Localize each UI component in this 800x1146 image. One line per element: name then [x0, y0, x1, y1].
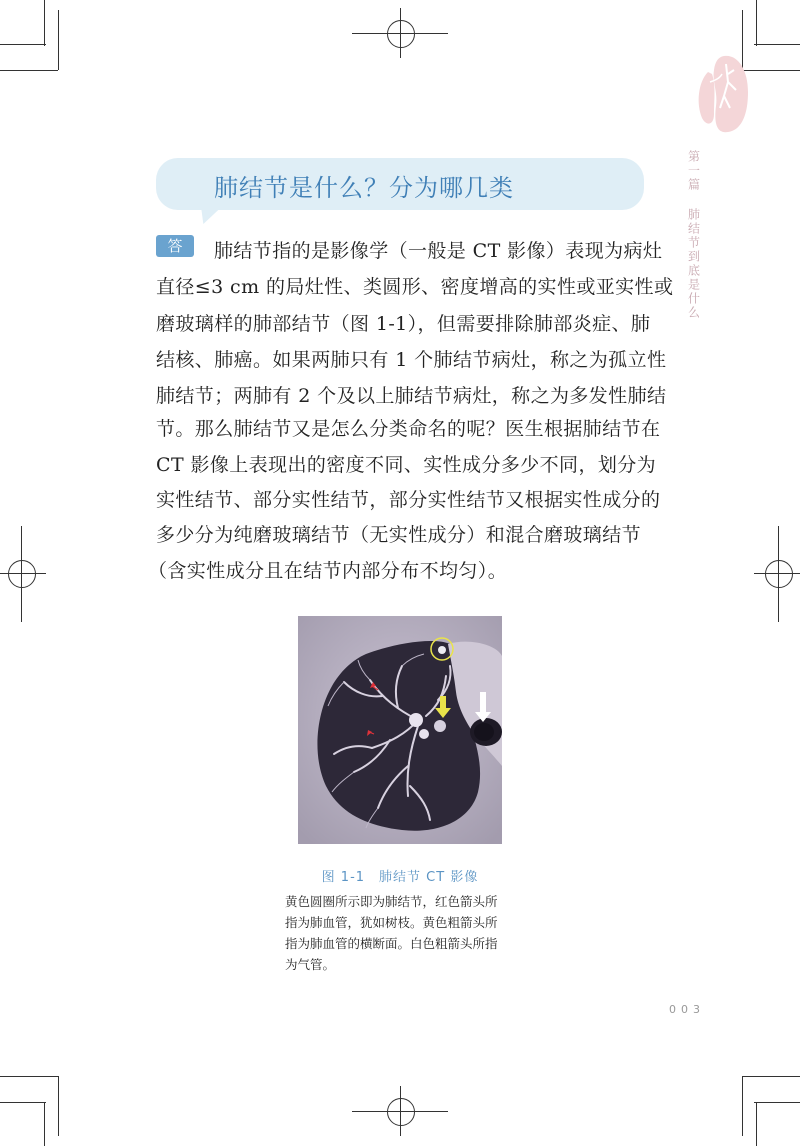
crop-mark [742, 1076, 800, 1077]
crop-mark [0, 1076, 58, 1077]
answer-badge: 答 [156, 235, 194, 257]
crop-mark [742, 70, 800, 71]
body-line: 肺结节；两肺有 2 个及以上肺结节病灶，称之为多发性肺结 [156, 385, 667, 407]
sidebar-chapter-label [683, 150, 703, 320]
figure-note-line: 指为肺血管，犹如树枝。黄色粗箭头所 [285, 915, 498, 930]
body-line: 结核、肺癌。如果两肺只有 1 个肺结节病灶，称之为孤立性 [156, 349, 667, 371]
crop-mark [44, 1102, 45, 1146]
body-line: 实性结节、部分实性结节，部分实性结节又根据实性成分的 [156, 489, 661, 511]
body-line: 磨玻璃样的肺部结节（图 1-1），但需要排除肺部炎症、肺 [156, 313, 651, 335]
figure-caption: 图 1-1 肺结节 CT 影像 [321, 870, 479, 885]
crop-mark [756, 1102, 757, 1146]
lung-decoration-icon [694, 52, 750, 138]
body-line: 肺结节指的是影像学（一般是 CT 影像）表现为病灶 [214, 240, 663, 262]
page-number: 003 [669, 1003, 705, 1016]
crop-mark [742, 1076, 743, 1136]
crop-mark [0, 70, 58, 71]
figure-note-line: 为气管。 [285, 957, 336, 972]
body-line: 多少分为纯磨玻璃结节（无实性成分）和混合磨玻璃结节 [156, 524, 642, 546]
figure-note-line: 黄色圆圈所示即为肺结节，红色箭头所 [285, 894, 498, 909]
body-line: CT 影像上表现出的密度不同、实性成分多少不同，划分为 [156, 454, 657, 476]
body-line: 节。那么肺结节又是怎么分类命名的呢？医生根据肺结节在 [156, 418, 661, 440]
figure-note-line: 指为肺血管的横断面。白色粗箭头所指 [285, 936, 498, 951]
body-line: （含实性成分且在结节内部分布不均匀）。 [148, 560, 508, 582]
crop-mark [754, 44, 800, 45]
body-line: 直径≤3 cm 的局灶性、类圆形、密度增高的实性或亚实性或 [156, 276, 674, 298]
crop-mark [756, 0, 757, 46]
sidebar-section: 第一篇 [686, 150, 701, 192]
crop-mark [754, 1102, 800, 1103]
crop-mark [0, 1102, 46, 1103]
crop-mark [0, 44, 46, 45]
crop-mark [58, 10, 59, 70]
crop-mark [58, 1076, 59, 1136]
page-title: 肺结节是什么？分为哪几类 [214, 174, 514, 202]
sidebar-chapter: 肺结节到底是什么 [686, 208, 701, 320]
ct-scan-image [298, 616, 502, 844]
crop-mark [44, 0, 45, 46]
